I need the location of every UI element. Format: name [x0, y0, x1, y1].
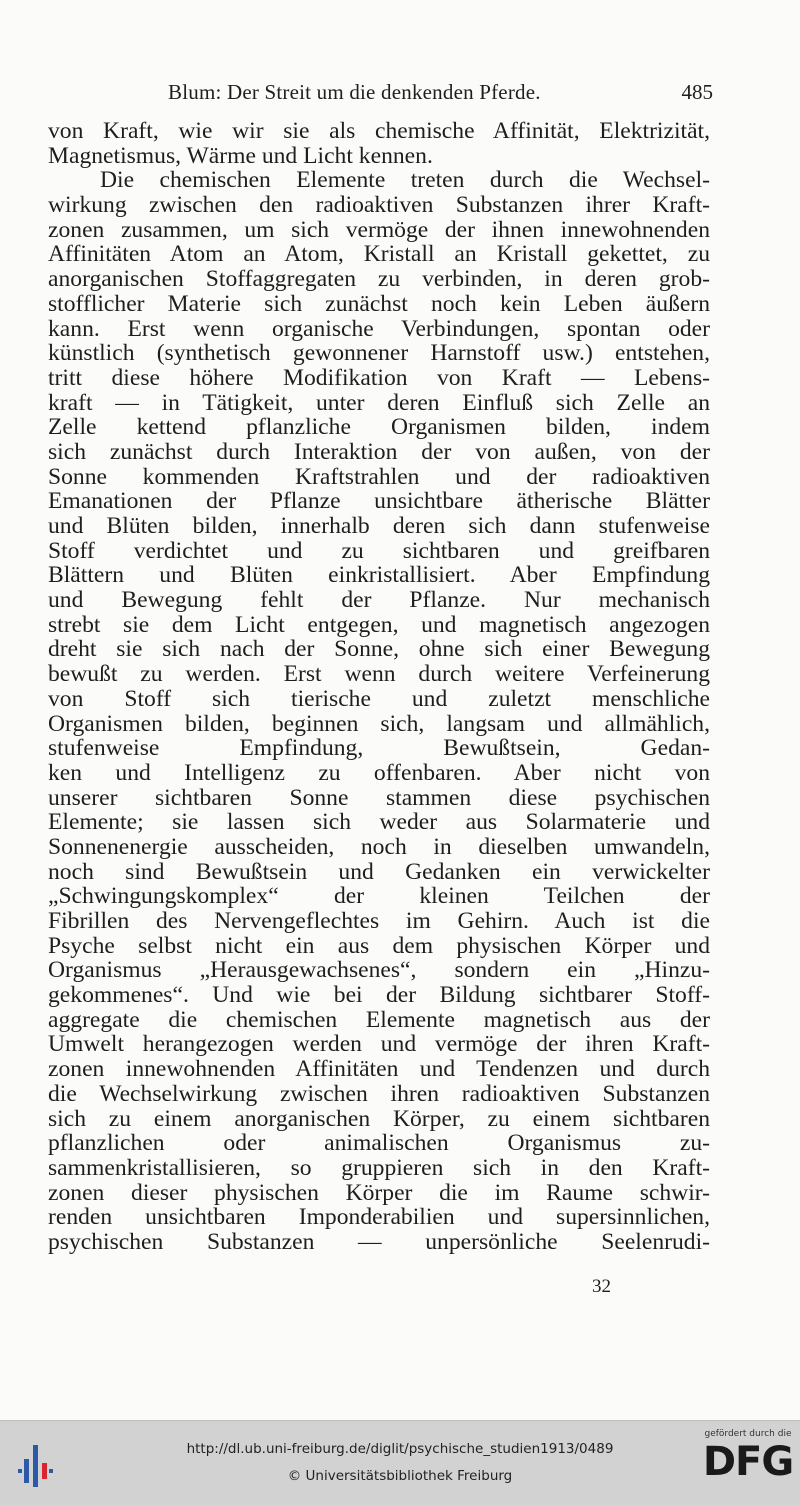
text-line: Zelle kettend pflanzliche Organismen bilden, indem [48, 414, 710, 441]
text-line: bewußt zu werden. Erst wenn durch weitere Verfeinerung [48, 661, 710, 688]
text-line: Die chemischen Elemente treten durch die Wechsel- [100, 167, 710, 194]
signature-mark: 32 [592, 1276, 611, 1297]
text-line: Umwelt herangezogen werden und vermöge der ihren Kraft- [48, 1031, 710, 1058]
text-line: renden unsichtbaren Imponderabilien und supersinnlichen, [48, 1204, 710, 1231]
text-line: zonen zusammen, um sich vermöge der ihnen innewohnenden [48, 216, 710, 243]
text-line: Elemente; sie lassen sich weder aus Solarmaterie und [48, 809, 710, 836]
page-number: 485 [681, 80, 713, 104]
text-line: Blättern und Blüten einkristallisiert. Aber Empfindung [48, 562, 710, 589]
text-line: zonen innewohnenden Affinitäten und Tendenzen und durch [48, 1056, 710, 1083]
text-line: und Blüten bilden, innerhalb deren sich dann stufenweise [48, 513, 710, 539]
dfg-logo[interactable] [702, 1429, 794, 1485]
text-line: künstlich (synthetisch gewonnener Harnstoff usw.) entstehen, [48, 340, 710, 367]
document-url-link[interactable]: http://dl.ub.uni-freiburg.de/diglit/psychische_studien1913/0489 [186, 1441, 614, 1457]
text-line: stufenweise Empfindung, Bewußtsein, Gedan- [48, 735, 710, 762]
body-text [48, 119, 710, 1255]
text-line: Sonnenenergie ausscheiden, noch in dieselben umwandeln, [48, 833, 710, 860]
text-line: ken und Intelligenz zu offenbaren. Aber nicht von [48, 759, 710, 786]
text-line: aggregate die chemischen Elemente magnetisch aus der [48, 1006, 710, 1033]
running-title: Blum: Der Streit um die denkenden Pferde. [168, 80, 541, 104]
text-line: Organismen bilden, beginnen sich, langsam und allmählich, [48, 710, 710, 737]
viewer-footer [0, 1420, 800, 1505]
text-line: Emanationen der Pflanze unsichtbare ätherische Blätter [48, 488, 710, 515]
text-line: tritt diese höhere Modifikation von Kraft — Lebens- [48, 364, 710, 391]
text-line: Affinitäten Atom an Atom, Kristall an Kristall gekettet, zu [48, 241, 710, 268]
text-line: Psyche selbst nicht ein aus dem physischen Körper und [48, 932, 710, 959]
text-line: die Wechselwirkung zwischen ihren radioaktiven Substanzen [48, 1080, 710, 1107]
text-line: sammenkristallisieren, so gruppieren sich in den Kraft- [48, 1154, 710, 1181]
dfg-note: gefördert durch die [704, 1429, 792, 1439]
text-line: kann. Erst wenn organische Verbindungen, spontan oder [48, 315, 710, 342]
text-line: unserer sichtbaren Sonne stammen diese psychischen [48, 784, 710, 811]
text-line: Sonne kommenden Kraftstrahlen und der radioaktiven [48, 463, 710, 490]
text-line: von Stoff sich tierische und zuletzt menschliche [48, 685, 710, 712]
text-line: sich zu einem anorganischen Körper, zu einem sichtbaren [48, 1105, 710, 1132]
text-line: wirkung zwischen den radioaktiven Substanzen ihrer Kraft- [48, 192, 710, 219]
text-line: Organismus „Herausgewachsenes“, sondern ein „Hinzu- [48, 957, 710, 984]
dfg-logo-text: DFG [702, 1439, 794, 1485]
text-line: Fibrillen des Nervengeflechtes im Gehirn. Auch ist die [48, 908, 710, 934]
text-line: pflanzlichen oder animalischen Organismus zu- [48, 1130, 710, 1157]
text-line: noch sind Bewußtsein und Gedanken ein verwickelter [48, 858, 710, 885]
page-header [168, 80, 713, 110]
text-line: zonen dieser physischen Körper die im Raume schwir- [48, 1179, 710, 1206]
copyright-notice: © Universitätsbibliothek Freiburg [287, 1468, 513, 1484]
text-line: stofflicher Materie sich zunächst noch kein Leben äußern [48, 290, 710, 317]
text-line: „Schwingungskomplex“ der kleinen Teilchen der [48, 883, 710, 910]
text-line: sich zunächst durch Interaktion der von außen, von der [48, 438, 710, 465]
text-line: Magnetismus, Wärme und Licht kennen. [48, 142, 433, 169]
text-line: psychischen Substanzen — unpersönliche Seelenrudi- [48, 1228, 710, 1255]
text-line: strebt sie dem Licht entgegen, und magnetisch angezogen [48, 611, 710, 638]
text-line: Stoff verdichtet und zu sichtbaren und greifbaren [48, 537, 710, 564]
text-line: von Kraft, wie wir sie als chemische Affinität, Elektrizität, [48, 118, 710, 144]
text-line: und Bewegung fehlt der Pflanze. Nur mechanisch [48, 587, 710, 614]
text-line: gekommenes“. Und wie bei der Bildung sichtbarer Stoff- [48, 982, 710, 1009]
text-line: kraft — in Tätigkeit, unter deren Einfluß sich Zelle an [48, 389, 710, 416]
text-line: anorganischen Stoffaggregaten zu verbinden, in deren grob- [48, 266, 710, 293]
text-line: dreht sie sich nach der Sonne, ohne sich einer Bewegung [48, 636, 710, 663]
